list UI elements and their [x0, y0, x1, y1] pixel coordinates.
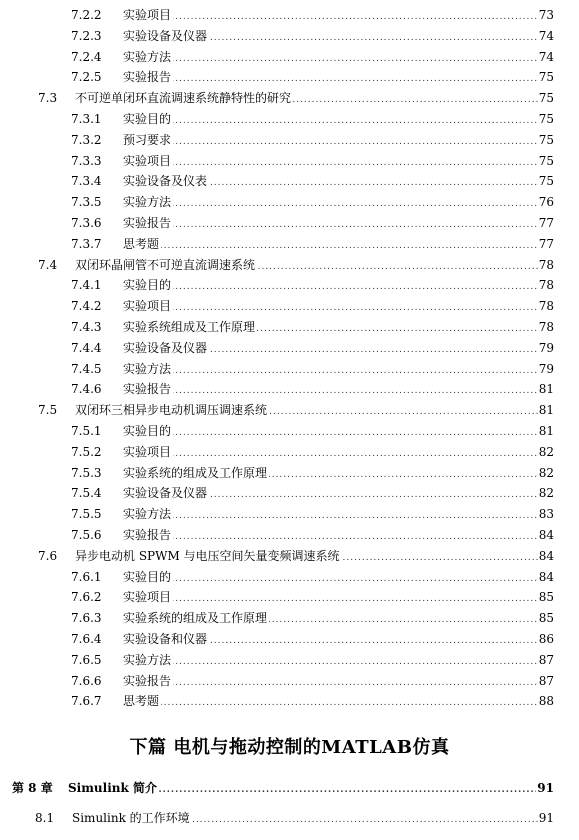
entry-title: 实验报告	[123, 525, 173, 546]
entry-number: 7.3.6	[71, 216, 102, 230]
toc-entry[interactable]	[0, 213, 579, 234]
entry-title: 实验设备及仪器	[123, 483, 209, 504]
entry-number: 7.3.7	[71, 236, 102, 251]
entry-title: 实验系统组成及工作原理	[123, 317, 257, 338]
toc-entry[interactable]	[0, 359, 579, 380]
entry-page: 73	[538, 5, 554, 26]
entry-title: 实验项目	[123, 587, 173, 608]
toc-entry[interactable]	[0, 88, 579, 109]
entry-page: 74	[538, 47, 554, 68]
entry-number: 7.3.5	[71, 195, 102, 210]
entry-number: 7.3	[38, 91, 58, 106]
entry-title: 思考题	[123, 234, 161, 255]
entry-title: 实验设备和仪器	[123, 629, 209, 650]
toc-entry[interactable]	[0, 67, 579, 88]
entry-title: 实验系统的组成及工作原理	[123, 608, 269, 629]
entry-page: 78	[538, 275, 554, 296]
dot-leader	[125, 275, 539, 296]
entry-title: 实验设备及仪器	[123, 338, 209, 359]
toc-entry[interactable]	[0, 608, 579, 629]
entry-title: 实验报告	[123, 671, 173, 692]
entry-page: 77	[538, 234, 554, 255]
entry-title: 预习要求	[123, 130, 173, 151]
dot-leader	[125, 47, 539, 68]
entry-number: 7.2.2	[71, 8, 102, 22]
entry-title: 实验报告	[123, 213, 173, 234]
toc-entry[interactable]	[0, 296, 579, 317]
toc-entry[interactable]	[0, 400, 579, 421]
entry-number: 7.6.6	[71, 673, 102, 688]
entry-title: 实验方法	[123, 650, 173, 671]
entry-number: 7.5.5	[71, 507, 102, 522]
dot-leader	[125, 525, 539, 546]
toc-entry[interactable]	[0, 234, 579, 255]
toc-entry[interactable]	[0, 151, 579, 172]
dot-leader	[125, 442, 539, 463]
entry-number: 7.5.2	[71, 444, 102, 459]
entry-title: 实验项目	[123, 5, 173, 26]
toc-entry[interactable]	[0, 5, 579, 26]
entry-page: 85	[538, 608, 554, 629]
dot-leader	[125, 192, 539, 213]
chapter-number: 第 8 章	[12, 781, 53, 795]
entry-title: 双闭环晶闸管不可逆直流调速系统	[75, 255, 257, 276]
toc-entry[interactable]	[0, 442, 579, 463]
toc-entry[interactable]	[0, 587, 579, 608]
entry-page: 83	[538, 504, 554, 525]
entry-number: 7.6.2	[71, 590, 102, 605]
entry-page: 87	[538, 650, 554, 671]
entry-title: 异步电动机 SPWM 与电压空间矢量变频调速系统	[75, 546, 342, 567]
entry-page: 75	[538, 88, 554, 109]
toc-entry[interactable]	[0, 546, 579, 567]
toc-entry[interactable]	[0, 26, 579, 47]
entry-page: 82	[538, 483, 554, 504]
dot-leader	[125, 587, 539, 608]
entry-number: 7.6.5	[71, 652, 102, 667]
entry-title: 实验项目	[123, 151, 173, 172]
entry-number: 7.5.6	[71, 528, 102, 542]
toc-entry[interactable]	[0, 629, 579, 650]
dot-leader	[125, 359, 539, 380]
dot-leader	[125, 504, 539, 525]
entry-title: 实验目的	[123, 275, 173, 296]
toc-entry[interactable]	[0, 463, 579, 484]
dot-leader	[125, 650, 539, 671]
entry-number: 7.4.6	[71, 382, 102, 397]
toc-entry[interactable]	[0, 691, 579, 712]
entry-number: 7.4.3	[71, 320, 102, 334]
dot-leader	[125, 379, 539, 400]
entry-page: 81	[538, 400, 554, 421]
entry-number: 7.5.4	[71, 486, 102, 501]
entry-page: 87	[538, 671, 554, 692]
entry-number: 7.2.3	[71, 28, 102, 43]
entry-page: 76	[538, 192, 554, 213]
toc-entry[interactable]	[0, 379, 579, 400]
entry-page: 75	[538, 151, 554, 172]
entry-title: 实验目的	[123, 567, 173, 588]
chapter-title: Simulink 简介	[68, 778, 159, 799]
toc-entry-chapter-8[interactable]	[0, 778, 579, 799]
entry-page: 79	[538, 359, 554, 380]
dot-leader	[125, 151, 539, 172]
entry-number: 7.3.2	[71, 132, 102, 147]
dot-leader	[125, 567, 539, 588]
entry-page: 84	[538, 525, 554, 546]
toc-entry[interactable]	[0, 650, 579, 671]
toc-entry-8-1[interactable]	[0, 808, 579, 829]
dot-leader	[125, 296, 539, 317]
dot-leader	[125, 5, 539, 26]
dot-leader	[125, 130, 539, 151]
toc-entry[interactable]	[0, 421, 579, 442]
entry-page: 75	[538, 109, 554, 130]
entry-number: 7.6.4	[71, 632, 102, 646]
entry-page: 74	[538, 26, 554, 47]
entry-number: 7.4	[38, 257, 58, 272]
toc-entry[interactable]	[0, 275, 579, 296]
entry-title: 实验系统的组成及工作原理	[123, 463, 269, 484]
entry-page: 75	[538, 171, 554, 192]
chapter-page: 91	[536, 778, 554, 799]
entry-page: 78	[538, 255, 554, 276]
toc-entry[interactable]	[0, 171, 579, 192]
entry-title: 实验目的	[123, 109, 173, 130]
entry-title: 实验方法	[123, 47, 173, 68]
section-number: 8.1	[35, 811, 55, 825]
entry-page: 77	[538, 213, 554, 234]
entry-page: 75	[538, 130, 554, 151]
entry-page: 84	[538, 546, 554, 567]
toc-entry[interactable]	[0, 483, 579, 504]
entry-title: 实验方法	[123, 192, 173, 213]
entry-page: 82	[538, 442, 554, 463]
entry-title: 实验方法	[123, 504, 173, 525]
entry-title: 实验目的	[123, 421, 173, 442]
entry-page: 78	[538, 296, 554, 317]
entry-number: 7.4.1	[71, 278, 102, 293]
entry-title: 实验设备及仪表	[123, 171, 209, 192]
entry-page: 82	[538, 463, 554, 484]
entry-page: 81	[538, 421, 554, 442]
toc-entry[interactable]	[0, 338, 579, 359]
entry-number: 7.4.2	[71, 299, 102, 314]
dot-leader	[125, 67, 539, 88]
entry-title: 实验项目	[123, 442, 173, 463]
dot-leader	[125, 109, 539, 130]
entry-page: 86	[538, 629, 554, 650]
entry-title: 双闭环三相异步电动机调压调速系统	[75, 400, 269, 421]
entry-page: 81	[538, 379, 554, 400]
entry-page: 79	[538, 338, 554, 359]
entry-number: 7.3.4	[71, 174, 102, 189]
toc-entry[interactable]	[0, 504, 579, 525]
toc-entry[interactable]	[0, 47, 579, 68]
entry-title: 实验报告	[123, 379, 173, 400]
part-title: 下篇 电机与拖动控制的MATLAB仿真	[129, 737, 450, 758]
entry-number: 7.4.4	[71, 340, 102, 355]
entry-number: 7.3.1	[71, 112, 102, 126]
entry-title: 不可逆单闭环直流调速系统静特性的研究	[75, 88, 293, 109]
toc-entry[interactable]	[0, 525, 579, 546]
entry-number: 7.4.5	[71, 361, 102, 376]
dot-leader	[125, 421, 539, 442]
entry-title: 思考题	[123, 691, 161, 712]
entry-title: 实验报告	[123, 67, 173, 88]
entry-number: 7.6.1	[71, 569, 102, 584]
toc-entry[interactable]	[0, 671, 579, 692]
entry-number: 7.5	[38, 403, 58, 418]
toc-entry[interactable]	[0, 255, 579, 276]
toc-entry[interactable]	[0, 109, 579, 130]
entry-number: 7.2.5	[71, 70, 102, 85]
entry-number: 7.2.4	[71, 49, 102, 64]
entry-page: 84	[538, 567, 554, 588]
entry-number: 7.6.3	[71, 611, 102, 626]
entry-page: 85	[538, 587, 554, 608]
entry-page: 75	[538, 67, 554, 88]
section-page: 91	[538, 808, 554, 829]
entry-page: 88	[538, 691, 554, 712]
dot-leader	[125, 213, 539, 234]
entry-number: 7.5.3	[71, 465, 102, 480]
dot-leader	[125, 671, 539, 692]
entry-number: 7.6.7	[71, 694, 102, 709]
toc-entry[interactable]	[0, 130, 579, 151]
entry-number: 7.3.3	[71, 153, 102, 168]
entry-page: 78	[538, 317, 554, 338]
toc-entry[interactable]	[0, 567, 579, 588]
dot-leader	[125, 691, 539, 712]
dot-leader	[125, 234, 539, 255]
entry-number: 7.5.1	[71, 424, 102, 438]
entry-number: 7.6	[38, 548, 58, 563]
section-title: Simulink 的工作环境	[72, 808, 192, 829]
entry-title: 实验方法	[123, 359, 173, 380]
toc-entry[interactable]	[0, 317, 579, 338]
entry-title: 实验项目	[123, 296, 173, 317]
toc-entry[interactable]	[0, 192, 579, 213]
entry-title: 实验设备及仪器	[123, 26, 209, 47]
